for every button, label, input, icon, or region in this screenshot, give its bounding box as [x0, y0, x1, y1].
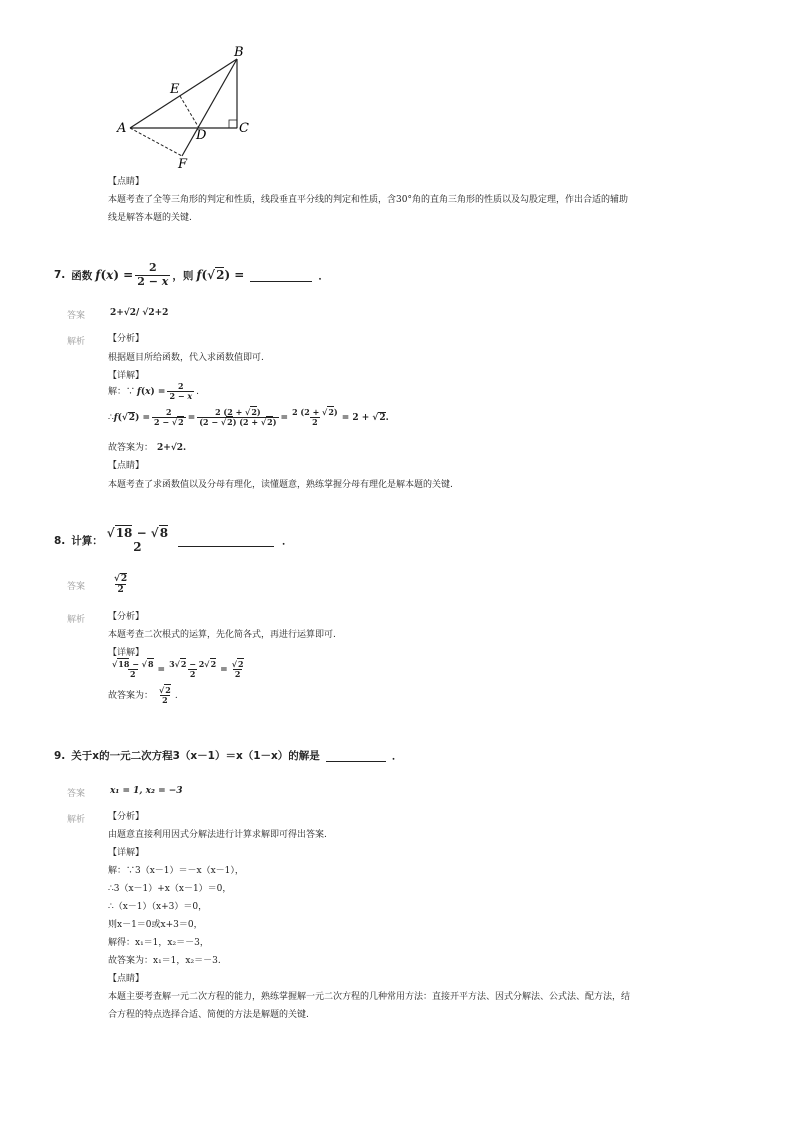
segment-ed: [180, 96, 199, 128]
top-dianjing-line1: 本题考查了全等三角形的判定和性质，线段垂直平分线的判定和性质，含30°角的直角三角形的性质以及勾股定理，作出合适的辅助: [108, 195, 628, 205]
q8-analysis-label: 解析: [67, 615, 86, 625]
q7-f-sqrt2: f(√2) =: [196, 268, 245, 283]
q7-answer: 2+√2/ √2+2: [110, 308, 169, 318]
top-dianjing-line2: 线是解答本题的关键.: [108, 213, 192, 223]
q7-answer-blank: [250, 269, 312, 282]
q7-dianjing: 【点睛】: [108, 461, 145, 471]
question-8: [54, 527, 293, 555]
q9-line2: ∴3（x－1）+x（x－1）＝0，: [108, 884, 232, 894]
q7-fraction: $\frac{2}{2 - x}$: [137, 261, 169, 288]
q9-line5: 解得：x₁＝1，x₂＝－3，: [108, 938, 209, 948]
q9-line6: 故答案为：x₁＝1，x₂＝－3.: [108, 956, 221, 966]
q8-fenxi: 【分析】: [108, 612, 145, 622]
q7-dianjing-text: 本题考查了求函数值以及分母有理化，读懂题意，熟练掌握分母有理化是解本题的关键.: [108, 480, 453, 490]
segment-bf: [182, 59, 237, 156]
q9-text1: 关于x的一元二次方程3（x－1）＝x（1－x）的解是: [71, 750, 320, 762]
q9-line3: ∴（x－1）（x+3）＝0，: [108, 902, 208, 912]
top-dianjing-heading: 【点睛】: [108, 177, 145, 187]
question-7: [54, 262, 329, 288]
q9-dianjing-line2: 合方程的特点选择合适、简便的方法是解题的关键.: [108, 1010, 309, 1020]
segment-af: [130, 128, 182, 156]
q7-end: ．: [318, 269, 329, 282]
q9-fenxi: 【分析】: [108, 812, 145, 822]
q8-answer: $\frac{√2}{2}$: [114, 574, 128, 596]
q9-line1: 解：∵3（x－1）＝－x（x－1），: [108, 866, 244, 876]
q8-number: 8.: [54, 534, 66, 547]
q7-final: 故答案为： 2+√2.: [108, 443, 187, 453]
q9-end: ．: [391, 750, 403, 762]
q7-solution-line1: 解：∵ f (x) = $\frac{2}{2 - x}$ .: [108, 381, 199, 402]
q8-text1: 计算：: [71, 535, 103, 548]
q7-text1: 函数: [71, 269, 93, 282]
q9-dianjing: 【点睛】: [108, 974, 145, 984]
q9-answer-label: 答案: [67, 789, 86, 799]
right-angle-mark: [229, 120, 237, 128]
q9-line4: 则x－1＝0或x+3＝0，: [108, 920, 203, 930]
q7-fenxi-text: 根据题目所给函数，代入求函数值即可.: [108, 353, 264, 363]
q8-end: ．: [282, 535, 293, 548]
question-9: [54, 748, 402, 763]
label-f: F: [178, 157, 188, 172]
q7-jie: 解：∵: [108, 386, 136, 397]
q7-xiangjie: 【详解】: [108, 371, 145, 381]
q9-dianjing-line1: 本题主要考查解一元二次方程的能力，熟练掌握解一元二次方程的几种常用方法：直接开平方法、因式分解法、公式法、配方法，结: [108, 992, 631, 1002]
q9-analysis-label: 解析: [67, 815, 86, 825]
label-b: B: [234, 45, 244, 60]
q8-expression: √18 − √8 2: [106, 526, 169, 554]
triangle-figure: [110, 38, 260, 178]
label-c: C: [239, 121, 249, 136]
q8-answer-label: 答案: [67, 582, 86, 592]
label-e: E: [170, 82, 180, 97]
label-d: D: [196, 128, 207, 143]
q7-analysis-label: 解析: [67, 337, 86, 347]
q7-number: 7.: [54, 269, 66, 282]
q8-fenxi-text: 本题考查二次根式的运算，先化简各式，再进行运算即可.: [108, 630, 336, 640]
label-a: A: [117, 121, 127, 136]
q9-answer: x₁ = 1, x₂ = −3: [110, 786, 183, 796]
q9-number: 9.: [54, 749, 66, 762]
q7-fenxi: 【分析】: [108, 334, 145, 344]
q7-answer-label: 答案: [67, 311, 86, 321]
q7-text2: ，则: [172, 269, 194, 282]
q9-fenxi-text: 由题意直接利用因式分解法进行计算求解即可得出答案.: [108, 830, 327, 840]
q7-solution-line2: ∴ f(√2) = $\frac{2}{2 - √2}$ = $\frac{2 (2 + √2)}{(2 - √2) (2 + √2)}$ = $\frac{2 (2 + √2)}{2}$ = 2 + √2.: [108, 407, 389, 428]
q8-final: 故答案为： $\frac{√2}{2}$ .: [108, 685, 178, 706]
q8-xiangjie: 【详解】: [108, 648, 145, 658]
q9-xiangjie: 【详解】: [108, 848, 145, 858]
q7-function: f(x) =: [95, 268, 134, 283]
q8-answer-blank: [178, 534, 274, 547]
q8-solution: $\frac{√18 - √8}{2}$ = $\frac{3√2 - 2√2}{2}$ = $\frac{√2}{2}$: [112, 659, 244, 680]
q9-answer-blank: [326, 749, 386, 762]
segment-ab: [130, 59, 237, 128]
